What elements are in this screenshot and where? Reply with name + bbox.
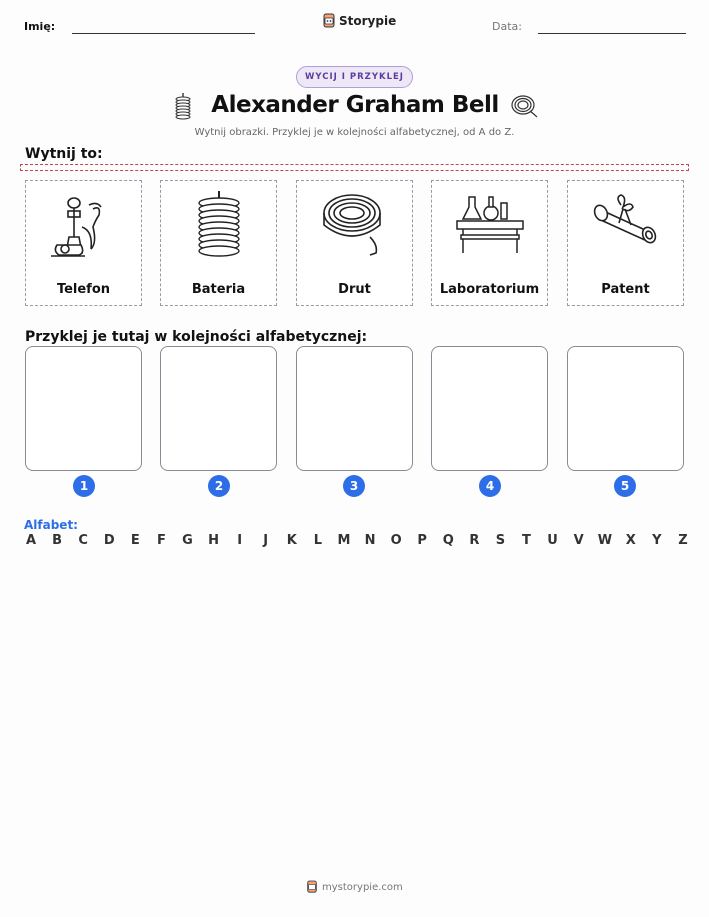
card-label: Drut (338, 282, 371, 297)
card-label: Patent (601, 282, 650, 297)
wire-coil-small-icon (510, 93, 538, 119)
footer-brand (306, 880, 403, 894)
alphabet-letter: J (263, 533, 269, 548)
alphabet-row (24, 533, 690, 548)
slot-number-3: 3 (343, 475, 365, 497)
alphabet-letter: H (208, 533, 219, 548)
paste-slot-5[interactable] (567, 346, 684, 471)
name-line[interactable] (72, 33, 255, 34)
slot-number-4: 4 (479, 475, 501, 497)
alphabet-letter: O (390, 533, 402, 548)
cut-card-laboratorium[interactable] (431, 180, 548, 306)
alphabet-letter: I (237, 533, 243, 548)
alphabet-letter: N (364, 533, 376, 548)
footer-url: mystorypie.com (322, 881, 403, 893)
alphabet-letter: R (469, 533, 480, 548)
instructions: Wytnij obrazki. Przyklej je w kolejności alfabetycznej, od A do Z. (194, 127, 515, 138)
paste-slot-2[interactable] (160, 346, 277, 471)
alphabet-letter: C (78, 533, 88, 548)
wire-coil-icon (320, 187, 390, 267)
alphabet-letter: W (597, 533, 613, 548)
telephone-icon (49, 187, 119, 267)
cut-heading: Wytnij to: (25, 146, 103, 162)
alphabet-letter: G (182, 533, 193, 548)
alphabet-letter: L (313, 533, 322, 548)
alphabet-letter: P (417, 533, 427, 548)
activity-badge: WYCIJ I PRZYKLEJ (296, 66, 413, 88)
alphabet-letter: K (286, 533, 297, 548)
cut-card-patent[interactable] (567, 180, 684, 306)
alphabet-letter: S (495, 533, 506, 548)
alphabet-letter: F (156, 533, 166, 548)
paste-slot-1[interactable] (25, 346, 142, 471)
slot-number-2: 2 (208, 475, 230, 497)
alphabet-letter: T (522, 533, 531, 548)
card-label: Bateria (191, 282, 246, 297)
alphabet-letter: M (337, 533, 351, 548)
date-line[interactable] (538, 33, 686, 34)
alphabet-letter: Z (678, 533, 688, 548)
alphabet-letter: V (573, 533, 584, 548)
alphabet-letter: X (625, 533, 636, 548)
alphabet-letter: A (25, 533, 37, 548)
laboratory-table-icon (455, 187, 525, 267)
cut-line (20, 164, 689, 171)
card-label: Telefon (56, 282, 111, 297)
slot-number-5: 5 (614, 475, 636, 497)
brand-logo (322, 13, 396, 29)
paste-heading: Przyklej je tutaj w kolejności alfabetycznej: (25, 329, 368, 345)
storypie-mascot-icon (306, 880, 318, 894)
alphabet-letter: B (52, 533, 63, 548)
paste-slot-3[interactable] (296, 346, 413, 471)
cut-card-bateria[interactable] (160, 180, 277, 306)
cut-card-drut[interactable] (296, 180, 413, 306)
patent-scroll-icon (591, 187, 661, 267)
cut-card-telefon[interactable] (25, 180, 142, 306)
battery-icon (184, 187, 254, 267)
slot-number-1: 1 (73, 475, 95, 497)
battery-stack-icon (174, 92, 192, 122)
alphabet-letter: U (547, 533, 558, 548)
alphabet-heading: Alfabet: (24, 518, 78, 532)
paste-slot-4[interactable] (431, 346, 548, 471)
date-label: Data: (492, 20, 522, 33)
alphabet-letter: Q (442, 533, 454, 548)
page-title: Alexander Graham Bell (211, 92, 499, 118)
brand-name: Storypie (339, 14, 397, 28)
card-label: Laboratorium (439, 282, 540, 297)
alphabet-letter: Y (652, 533, 662, 548)
name-label: Imię: (24, 20, 56, 33)
alphabet-letter: D (103, 533, 115, 548)
alphabet-letter: E (130, 533, 140, 548)
storypie-mascot-icon (322, 13, 336, 29)
